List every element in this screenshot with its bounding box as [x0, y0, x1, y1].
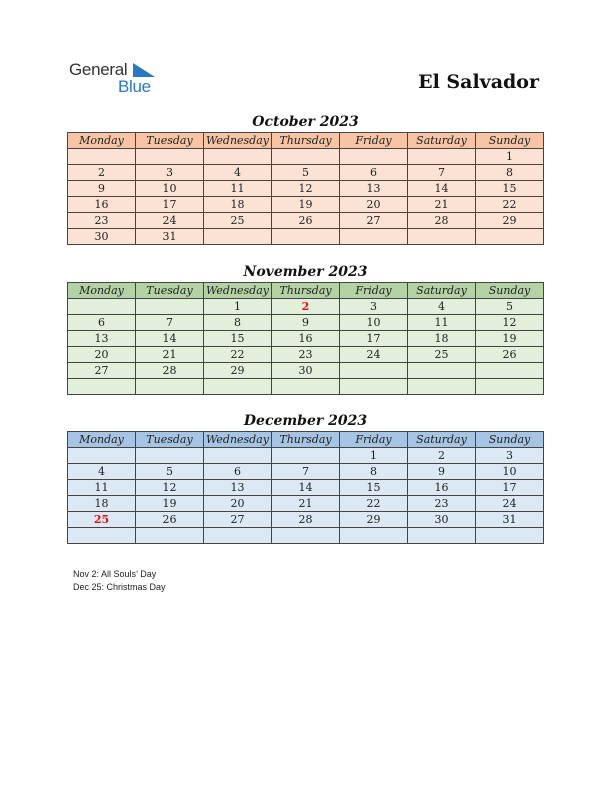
week-row: [68, 347, 544, 363]
holiday-notes: [73, 568, 166, 594]
weekday-header: Sunday: [476, 133, 544, 149]
day-cell: [408, 229, 476, 245]
weekday-header: Monday: [68, 133, 136, 149]
day-cell: 19: [476, 331, 544, 347]
day-cell: [136, 448, 204, 464]
day-cell: [476, 363, 544, 379]
day-cell: 23: [408, 496, 476, 512]
day-cell: 18: [408, 331, 476, 347]
day-cell: 27: [204, 512, 272, 528]
week-row: [68, 528, 544, 544]
week-row: [68, 315, 544, 331]
day-cell: [136, 149, 204, 165]
day-cell: [476, 528, 544, 544]
day-cell: [272, 448, 340, 464]
day-cell: 7: [136, 315, 204, 331]
day-cell: [272, 528, 340, 544]
weekday-header: Thursday: [272, 133, 340, 149]
day-cell: 2: [408, 448, 476, 464]
month-title: November 2023: [243, 264, 368, 280]
weekday-header: Tuesday: [136, 432, 204, 448]
day-cell: [136, 299, 204, 315]
day-cell: 14: [136, 331, 204, 347]
day-cell: 3: [340, 299, 408, 315]
day-cell: 23: [272, 347, 340, 363]
day-cell: [68, 528, 136, 544]
day-cell: [340, 363, 408, 379]
day-cell: 4: [68, 464, 136, 480]
weekday-header: Tuesday: [136, 283, 204, 299]
day-cell: 31: [136, 229, 204, 245]
day-cell: 9: [408, 464, 476, 480]
day-cell: 3: [136, 165, 204, 181]
week-row: [68, 149, 544, 165]
day-cell: 13: [68, 331, 136, 347]
day-cell: 5: [136, 464, 204, 480]
day-cell: 15: [340, 480, 408, 496]
day-cell: [476, 229, 544, 245]
day-cell: 26: [136, 512, 204, 528]
weekday-header: Friday: [340, 283, 408, 299]
week-row: [68, 299, 544, 315]
week-row: [68, 165, 544, 181]
day-cell: 29: [476, 213, 544, 229]
month-table: [67, 282, 544, 395]
day-cell: [408, 528, 476, 544]
week-row: [68, 363, 544, 379]
day-cell: [272, 229, 340, 245]
day-cell: 8: [340, 464, 408, 480]
day-cell: [204, 448, 272, 464]
weekday-header: Wednesday: [204, 133, 272, 149]
day-cell: 5: [476, 299, 544, 315]
day-cell: 20: [204, 496, 272, 512]
week-row: [68, 496, 544, 512]
week-row: [68, 512, 544, 528]
day-cell: 21: [408, 197, 476, 213]
day-cell: 29: [204, 363, 272, 379]
day-cell: 30: [272, 363, 340, 379]
day-cell: 20: [68, 347, 136, 363]
day-cell: 8: [204, 315, 272, 331]
day-cell: 12: [272, 181, 340, 197]
day-cell: 15: [476, 181, 544, 197]
day-cell: 19: [136, 496, 204, 512]
day-cell: 13: [340, 181, 408, 197]
day-cell: [68, 379, 136, 395]
weekday-header: Monday: [68, 283, 136, 299]
day-cell: 6: [68, 315, 136, 331]
day-cell: [68, 149, 136, 165]
day-cell: [136, 528, 204, 544]
month-table: [67, 431, 544, 544]
day-cell: 25: [204, 213, 272, 229]
day-cell: [272, 379, 340, 395]
weekday-header: Saturday: [408, 283, 476, 299]
week-row: [68, 213, 544, 229]
day-cell: 6: [340, 165, 408, 181]
day-cell: 22: [204, 347, 272, 363]
day-cell: 6: [204, 464, 272, 480]
month-calendar-oct: [67, 112, 544, 245]
day-cell: 11: [68, 480, 136, 496]
day-cell: 18: [68, 496, 136, 512]
weekday-header-row: [68, 133, 544, 149]
weekday-header: Wednesday: [204, 283, 272, 299]
week-row: [68, 197, 544, 213]
day-cell: 24: [136, 213, 204, 229]
day-cell: 30: [408, 512, 476, 528]
day-cell: 8: [476, 165, 544, 181]
day-cell: 16: [68, 197, 136, 213]
day-cell: [204, 149, 272, 165]
day-cell: [68, 299, 136, 315]
day-cell: 23: [68, 213, 136, 229]
weekday-header: Sunday: [476, 283, 544, 299]
day-cell: 16: [272, 331, 340, 347]
day-cell: 10: [136, 181, 204, 197]
day-cell: 28: [136, 363, 204, 379]
day-cell: 28: [408, 213, 476, 229]
day-cell: 1: [476, 149, 544, 165]
month-title: December 2023: [243, 413, 368, 429]
day-cell: 14: [408, 181, 476, 197]
day-cell: 30: [68, 229, 136, 245]
day-cell: 2: [272, 299, 340, 315]
day-cell: [408, 149, 476, 165]
day-cell: [340, 229, 408, 245]
day-cell: 7: [408, 165, 476, 181]
weekday-header: Saturday: [408, 133, 476, 149]
day-cell: [340, 379, 408, 395]
day-cell: 27: [340, 213, 408, 229]
weekday-header: Thursday: [272, 432, 340, 448]
holiday-note: Nov 2: All Souls’ Day: [73, 569, 157, 579]
day-cell: 21: [136, 347, 204, 363]
day-cell: 24: [476, 496, 544, 512]
holiday-note: Dec 25: Christmas Day: [73, 582, 166, 592]
day-cell: [204, 229, 272, 245]
day-cell: 27: [68, 363, 136, 379]
day-cell: [136, 379, 204, 395]
week-row: [68, 464, 544, 480]
week-row: [68, 331, 544, 347]
weekday-header: Friday: [340, 133, 408, 149]
day-cell: 18: [204, 197, 272, 213]
weekday-header: Monday: [68, 432, 136, 448]
generalblue-logo: [69, 60, 179, 98]
day-cell: 4: [204, 165, 272, 181]
day-cell: [68, 448, 136, 464]
week-row: [68, 448, 544, 464]
day-cell: 25: [68, 512, 136, 528]
day-cell: 29: [340, 512, 408, 528]
logo-blue-text: Blue: [118, 77, 151, 96]
country-title: El Salvador: [418, 71, 539, 93]
day-cell: 16: [408, 480, 476, 496]
day-cell: 14: [272, 480, 340, 496]
day-cell: [476, 379, 544, 395]
logo-general-text: General: [69, 60, 128, 79]
day-cell: 26: [272, 213, 340, 229]
month-calendar-nov: [67, 262, 544, 395]
day-cell: 7: [272, 464, 340, 480]
day-cell: [408, 363, 476, 379]
day-cell: 22: [476, 197, 544, 213]
week-row: [68, 181, 544, 197]
weekday-header: Tuesday: [136, 133, 204, 149]
day-cell: [408, 379, 476, 395]
day-cell: 21: [272, 496, 340, 512]
day-cell: 1: [204, 299, 272, 315]
weekday-header: Wednesday: [204, 432, 272, 448]
weekday-header-row: [68, 283, 544, 299]
day-cell: 1: [340, 448, 408, 464]
day-cell: 20: [340, 197, 408, 213]
week-row: [68, 480, 544, 496]
day-cell: 31: [476, 512, 544, 528]
day-cell: 25: [408, 347, 476, 363]
logo-triangle-icon: [133, 63, 155, 77]
weekday-header: Friday: [340, 432, 408, 448]
month-title: October 2023: [252, 114, 359, 130]
day-cell: 10: [340, 315, 408, 331]
week-row: [68, 229, 544, 245]
day-cell: 4: [408, 299, 476, 315]
weekday-header: Saturday: [408, 432, 476, 448]
day-cell: 2: [68, 165, 136, 181]
day-cell: 12: [136, 480, 204, 496]
day-cell: 5: [272, 165, 340, 181]
day-cell: 17: [476, 480, 544, 496]
day-cell: 19: [272, 197, 340, 213]
weekday-header: Thursday: [272, 283, 340, 299]
day-cell: 12: [476, 315, 544, 331]
day-cell: 10: [476, 464, 544, 480]
day-cell: [204, 528, 272, 544]
day-cell: 15: [204, 331, 272, 347]
day-cell: [340, 149, 408, 165]
day-cell: 24: [340, 347, 408, 363]
day-cell: [340, 528, 408, 544]
month-table: [67, 132, 544, 245]
day-cell: 9: [68, 181, 136, 197]
day-cell: [204, 379, 272, 395]
day-cell: 22: [340, 496, 408, 512]
weekday-header-row: [68, 432, 544, 448]
day-cell: [272, 149, 340, 165]
day-cell: 9: [272, 315, 340, 331]
day-cell: 13: [204, 480, 272, 496]
day-cell: 17: [136, 197, 204, 213]
day-cell: 17: [340, 331, 408, 347]
month-calendar-dec: [67, 411, 544, 544]
day-cell: 3: [476, 448, 544, 464]
weekday-header: Sunday: [476, 432, 544, 448]
week-row: [68, 379, 544, 395]
day-cell: 26: [476, 347, 544, 363]
day-cell: 11: [204, 181, 272, 197]
day-cell: 11: [408, 315, 476, 331]
day-cell: 28: [272, 512, 340, 528]
